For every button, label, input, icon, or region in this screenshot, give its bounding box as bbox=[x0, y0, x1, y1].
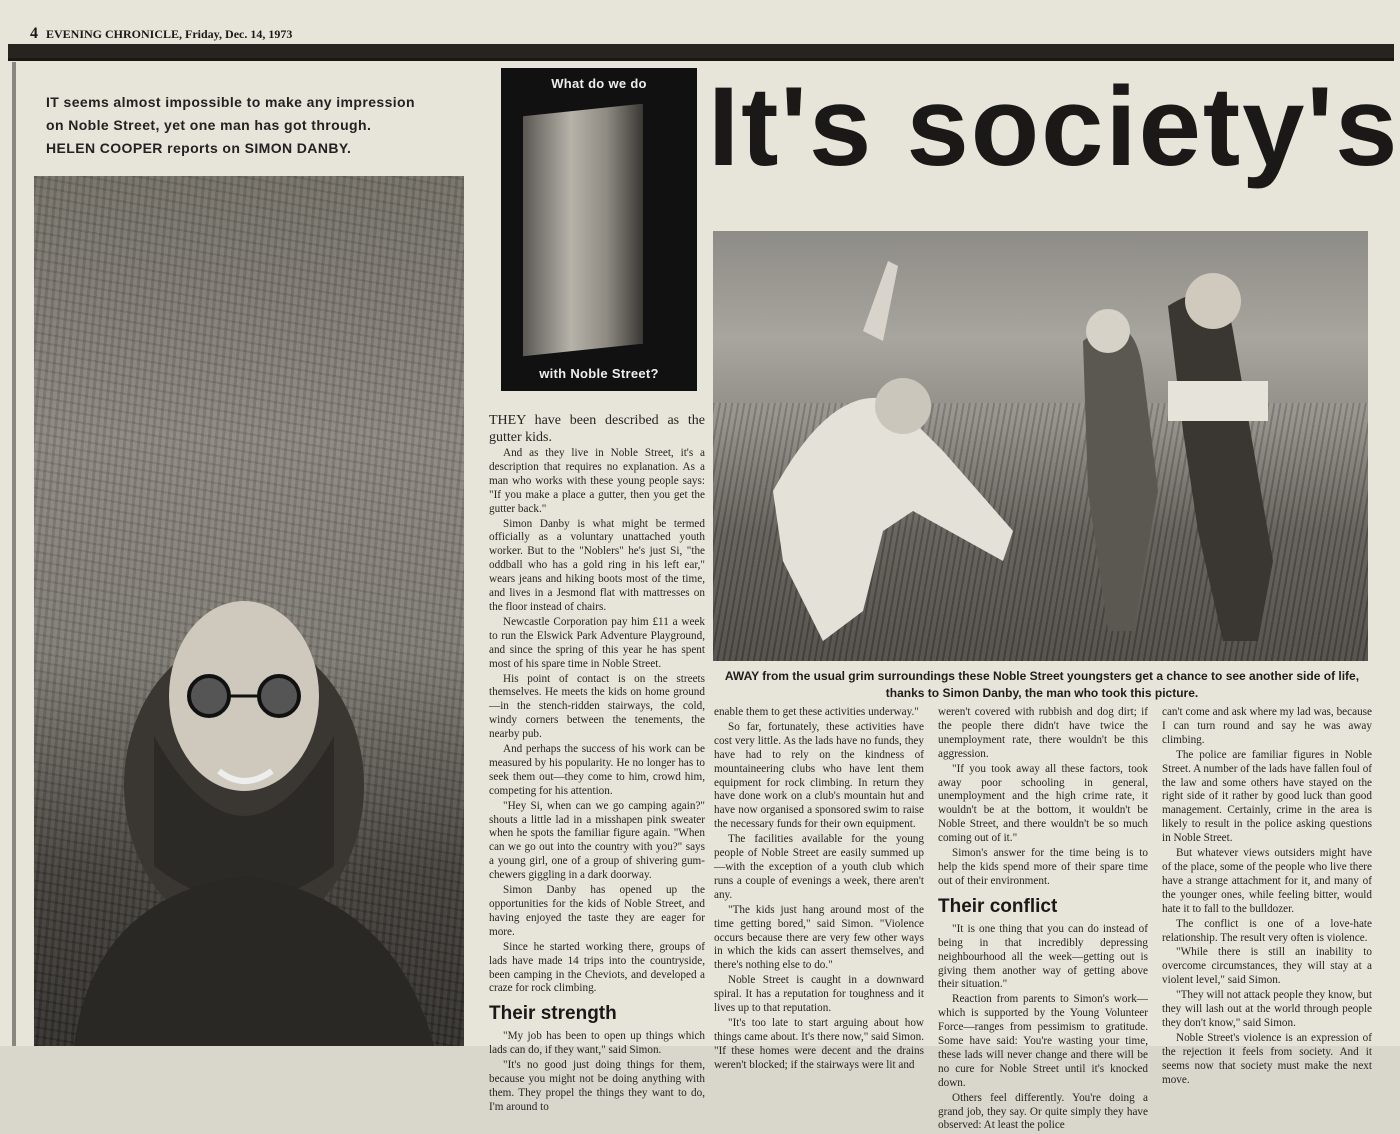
article-column-3 bbox=[938, 706, 1148, 1134]
paragraph: Others feel differently. You're doing a grand job, they say. Or quite simply they have observed: At least the police bbox=[938, 1091, 1148, 1132]
paragraph: So far, fortunately, these activities have cost very little. As the lads have no funds, they have had to rely on the kindness of mountaineering clubs who have lent them equipment for rock climbing. In return they have done work on a club's mountain hut and have now organised a sponsored swim to raise the necessary funds for their own equipment. bbox=[714, 720, 924, 831]
portrait-figure bbox=[34, 176, 464, 1046]
paragraph: enable them to get these activities underway." bbox=[714, 706, 919, 718]
portrait-photo bbox=[34, 176, 464, 1046]
paragraph: weren't covered with rubbish and dog dirt; if the people there didn't have twice the unemployment rate, there wouldn't be this aggression. bbox=[938, 706, 1148, 760]
headline: It's society's bbox=[708, 64, 1400, 189]
paragraph: "It is one thing that you can do instead of being in that incredibly depressing neighbourhood all the week—getting out is giving them another way of getting above their situation." bbox=[938, 922, 1148, 991]
paragraph: And perhaps the success of his work can be measured by his popularity. He no longer has to seek them out—they come to him, crowd him, competing for his attention. bbox=[489, 743, 705, 797]
inset-bottom-text: with Noble Street? bbox=[539, 366, 659, 381]
page-number: 4 bbox=[30, 25, 38, 42]
paragraph: "While there is still an inability to overcome circumstances, they will stay at a violent level," said Simon. bbox=[1162, 946, 1372, 987]
paragraph: "Hey Si, when can we go camping again?" shouts a little lad in a misshapen pink sweater when he spots the familiar figure again. "When can we go out into the country with you?" says a young girl, one of a group of shivering gum-chewers giggling in a dark doorway. bbox=[489, 799, 705, 882]
page-fold bbox=[12, 62, 16, 1046]
paragraph: But whatever views outsiders might have of the place, some of the people who live there have a strange attachment for it, and many of the younger ones, while feeling bitter, would hate it to fall to the bulldozer. bbox=[1162, 847, 1372, 915]
paragraph: "It's no good just doing things for them, because you might not be doing anything with them. They propel the things they want to do, I'm around to bbox=[489, 1059, 705, 1113]
standfirst-line: IT seems almost impossible to make any impression bbox=[46, 94, 415, 110]
paragraph: The conflict is one of a love-hate relationship. The result very often is violence. bbox=[1162, 917, 1372, 944]
inset-top-text: What do we do bbox=[551, 76, 647, 91]
inset-photo bbox=[501, 68, 697, 391]
paragraph: can't come and ask where my lad was, because I can turn round and say he was away climbing. bbox=[1162, 706, 1372, 746]
paragraph: "It's too late to start arguing about how things came about. It's there now," said Simon. "If these homes were decent and the drains weren't blocked; if the stairways were lit and bbox=[714, 1016, 924, 1071]
masthead bbox=[30, 22, 1390, 46]
paragraph: "The kids just hang around most of the time getting bored," said Simon. "Violence occurs because there are very few other ways in which the kids can assert themselves, and there's nothing else to do." bbox=[714, 903, 924, 972]
paragraph: The police are familiar figures in Noble Street. A number of the lads have fallen foul of the law and some others have stayed on the right side of it rather by good luck than good management. Certainly, crime in the area is likely to result in the police asking questions in Noble Street. bbox=[1162, 748, 1373, 845]
paragraph: And as they live in Noble Street, it's a description that requires no explanation. As a man who works with these young people says: "If you make a place a gutter, then you get the gutter back." bbox=[489, 447, 705, 515]
paragraph: Newcastle Corporation pay him £11 a week to run the Elswick Park Adventure Playground, and since the spring of this year he has spent most of his spare time in Noble Street. bbox=[489, 615, 705, 670]
paragraph: "If you took away all these factors, took away poor schooling in general, unemployment and the high crime rate, it wouldn't be at the bottom, it wouldn't be Noble Street, and there wouldn't be so much coming out of it." bbox=[938, 762, 1148, 845]
paragraph: His point of contact is on the streets themselves. He meets the kids on home ground—in the stench-ridden stairways, the cold, windy corners between the tenements, the nearby pub. bbox=[489, 672, 705, 741]
article-column-2 bbox=[714, 706, 924, 1074]
paragraph: The facilities available for the young people of Noble Street are easily summed up—with the exception of a youth club which runs a couple of evenings a week, there aren't any. bbox=[714, 833, 924, 901]
subhead: Their strength bbox=[489, 1003, 617, 1025]
article-column-4 bbox=[1162, 706, 1372, 1088]
paragraph: Simon Danby is what might be termed officially as a voluntary unattached youth worker. But to the "Noblers" he's just Si, "the oddball who has a gold ring in his left ear," wears jeans and hiking boots most of the time, and lives in a Jesmond flat with mattresses on the floor instead of chairs. bbox=[489, 517, 705, 613]
moorland-photo bbox=[713, 231, 1368, 661]
lead-paragraph: THEY have been described as the gutter kids. bbox=[489, 413, 705, 445]
masthead-rule bbox=[8, 44, 1394, 61]
paragraph: Reaction from parents to Simon's work—which is supported by the Young Volunteer Force—ranges from pessimism to gratitude. Some have said: You're wasting your time, these lads will never change and there will be no cure for Noble Street until it's knocked down. bbox=[938, 993, 1148, 1089]
article-column-1 bbox=[489, 412, 705, 1116]
paragraph: Noble Street is caught in a downward spiral. It has a reputation for toughness and it lives up to that reputation. bbox=[714, 974, 924, 1015]
paragraph: "My job has been to open up things which lads can do, if they want," said Simon. bbox=[489, 1030, 705, 1057]
paragraph: Simon's answer for the time being is to help the kids spend more of their spare time out of their environment. bbox=[938, 847, 1148, 887]
standfirst bbox=[46, 91, 446, 160]
youngsters-figures bbox=[713, 231, 1368, 661]
subhead: Their conflict bbox=[938, 895, 1058, 917]
doorway-image bbox=[523, 104, 643, 357]
standfirst-line: on Noble Street, yet one man has got through. bbox=[46, 117, 372, 133]
paragraph: Simon Danby has opened up the opportunities for the kids of Noble Street, and having enjoyed the taste they are eager for more. bbox=[489, 884, 705, 938]
photo-caption: AWAY from the usual grim surroundings these Noble Street youngsters get a chance to see another side of life, thanks to Simon Danby, the man who took this picture. bbox=[724, 669, 1360, 700]
standfirst-line: HELEN COOPER reports on SIMON DANBY. bbox=[46, 140, 352, 156]
paragraph: Since he started working there, groups of lads have made 14 trips into the countryside, been camping in the Cheviots, and developed a craze for rock climbing. bbox=[489, 940, 705, 995]
paragraph: "They will not attack people they know, but they will lash out at the world through people they don't know," said Simon. bbox=[1162, 989, 1372, 1029]
masthead-line: EVENING CHRONICLE, Friday, Dec. 14, 1973 bbox=[46, 26, 293, 41]
paragraph: Noble Street's violence is an expression of the rejection it feels from society. And it seems now that society must make the next move. bbox=[1162, 1031, 1372, 1086]
